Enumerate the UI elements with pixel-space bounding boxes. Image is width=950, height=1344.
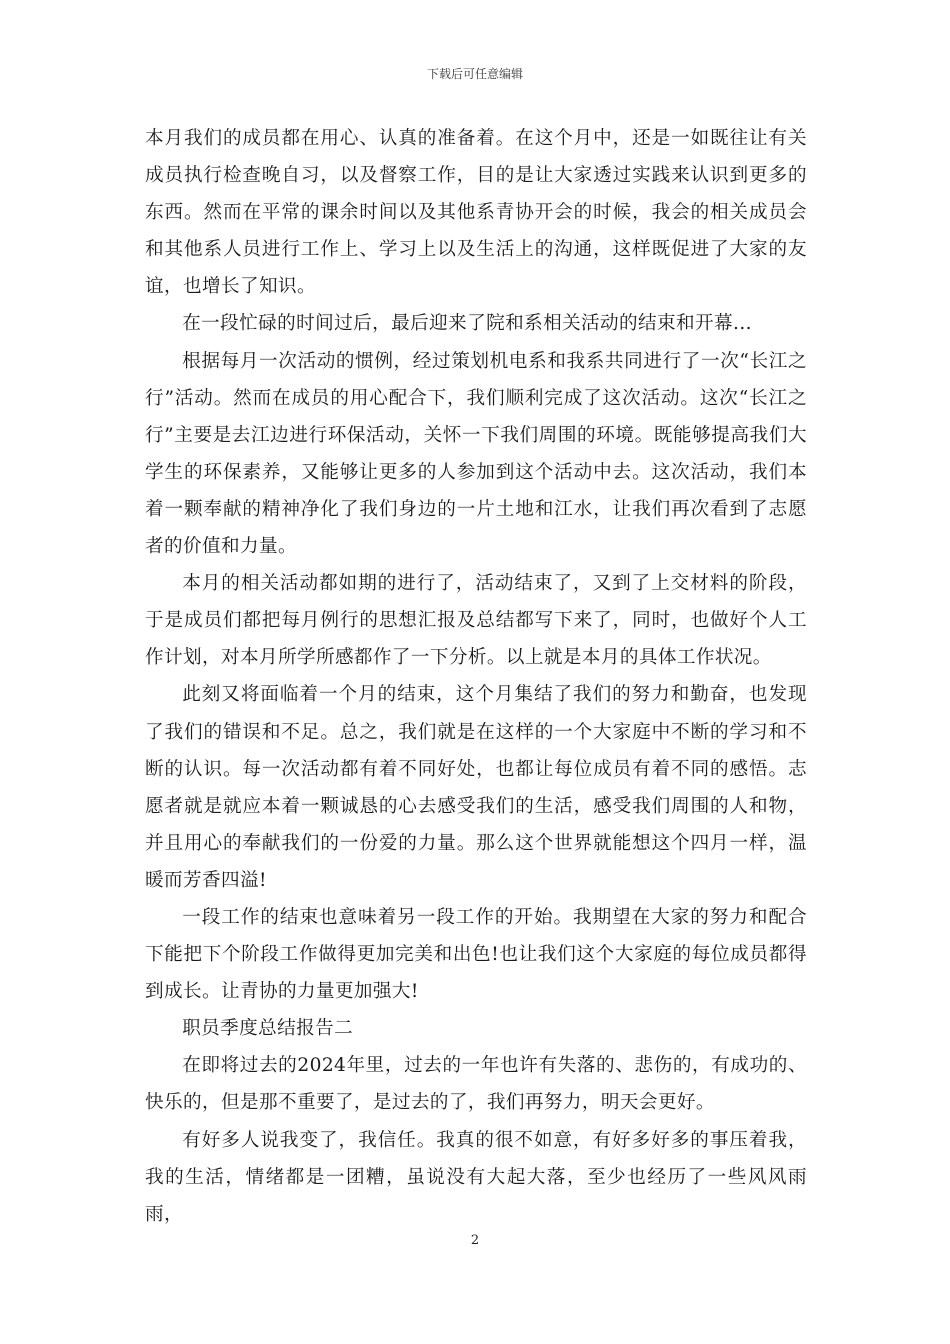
paragraph-year-review: 在即将过去的2024年里，过去的一年也许有失落的、悲伤的，有成功的、快乐的，但是那不重要了，是过去的了，我们再努力，明天会更好。: [145, 1055, 807, 1114]
paragraph-materials-submission: 本月的相关活动都如期的进行了，活动结束了，又到了上交材料的阶段，于是成员们都把每月例行的思想汇报及总结都写下来了，同时，也做好个人工作计划，对本月所学所感都作了一下分析。以上就是本月的具体工作状况。: [145, 573, 807, 669]
paragraph-personal-change: 有好多人说我变了，我信任。我真的很不如意，有好多好多的事压着我，我的生活，情绪都是一团糟，虽说没有大起大落，至少也经历了一些风风雨雨，: [145, 1129, 807, 1225]
page-header: 下载后可任意编辑: [426, 67, 523, 81]
paragraph-yangtze-activity: 根据每月一次活动的惯例，经过策划机电系和我系共同进行了一次“长江之行”活动。然而在成员的用心配合下，我们顺利完成了这次活动。这次“长江之行”主要是去江边进行环保活动，关怀一下我们周围的环境。既能够提高我们大学生的环保素养，又能够让更多的人参加到这个活动中去。这次活动，我们本着一颗奉献的精神净化了我们身边的一片土地和江水，让我们再次看到了志愿者的价值和力量。: [145, 350, 807, 558]
paragraph-busy-period: 在一段忙碌的时间过后，最后迎来了院和系相关活动的结束和开幕...: [182, 313, 752, 335]
paragraph-next-stage: 一段工作的结束也意味着另一段工作的开始。我期望在大家的努力和配合下能把下个阶段工作做得更加完美和出色!也让我们这个大家庭的每位成员都得到成长。让青协的力量更加强大!: [145, 906, 807, 1003]
paragraph-month-end-reflection: 此刻又将面临着一个月的结束，这个月集结了我们的努力和勤奋，也发现了我们的错误和不足。总之，我们就是在这样的一个大家庭中不断的学习和不断的认识。每一次活动都有着不同好处，也都让每位成员有着不同的感悟。志愿者就是就应本着一颗诚恳的心去感受我们的生活，感受我们周围的人和物，并且用心的奉献我们的一份爱的力量。那么这个世界就能想这个四月一样，温暖而芳香四溢!: [145, 684, 807, 891]
paragraph-monthly-preparation: 本月我们的成员都在用心、认真的准备着。在这个月中，还是一如既往让有关成员执行检查晚自习，以及督察工作，目的是让大家透过实践来认识到更多的东西。然而在平常的课余时间以及其他系青协开会的时候，我会的相关成员会和其他系人员进行工作上、学习上以及生活上的沟通，这样既促进了大家的友谊，也增长了知识。: [145, 128, 807, 298]
section-heading-report-two: 职员季度总结报告二: [182, 1018, 354, 1040]
document-body: [145, 120, 807, 1233]
page-number: 2: [470, 1233, 480, 1248]
